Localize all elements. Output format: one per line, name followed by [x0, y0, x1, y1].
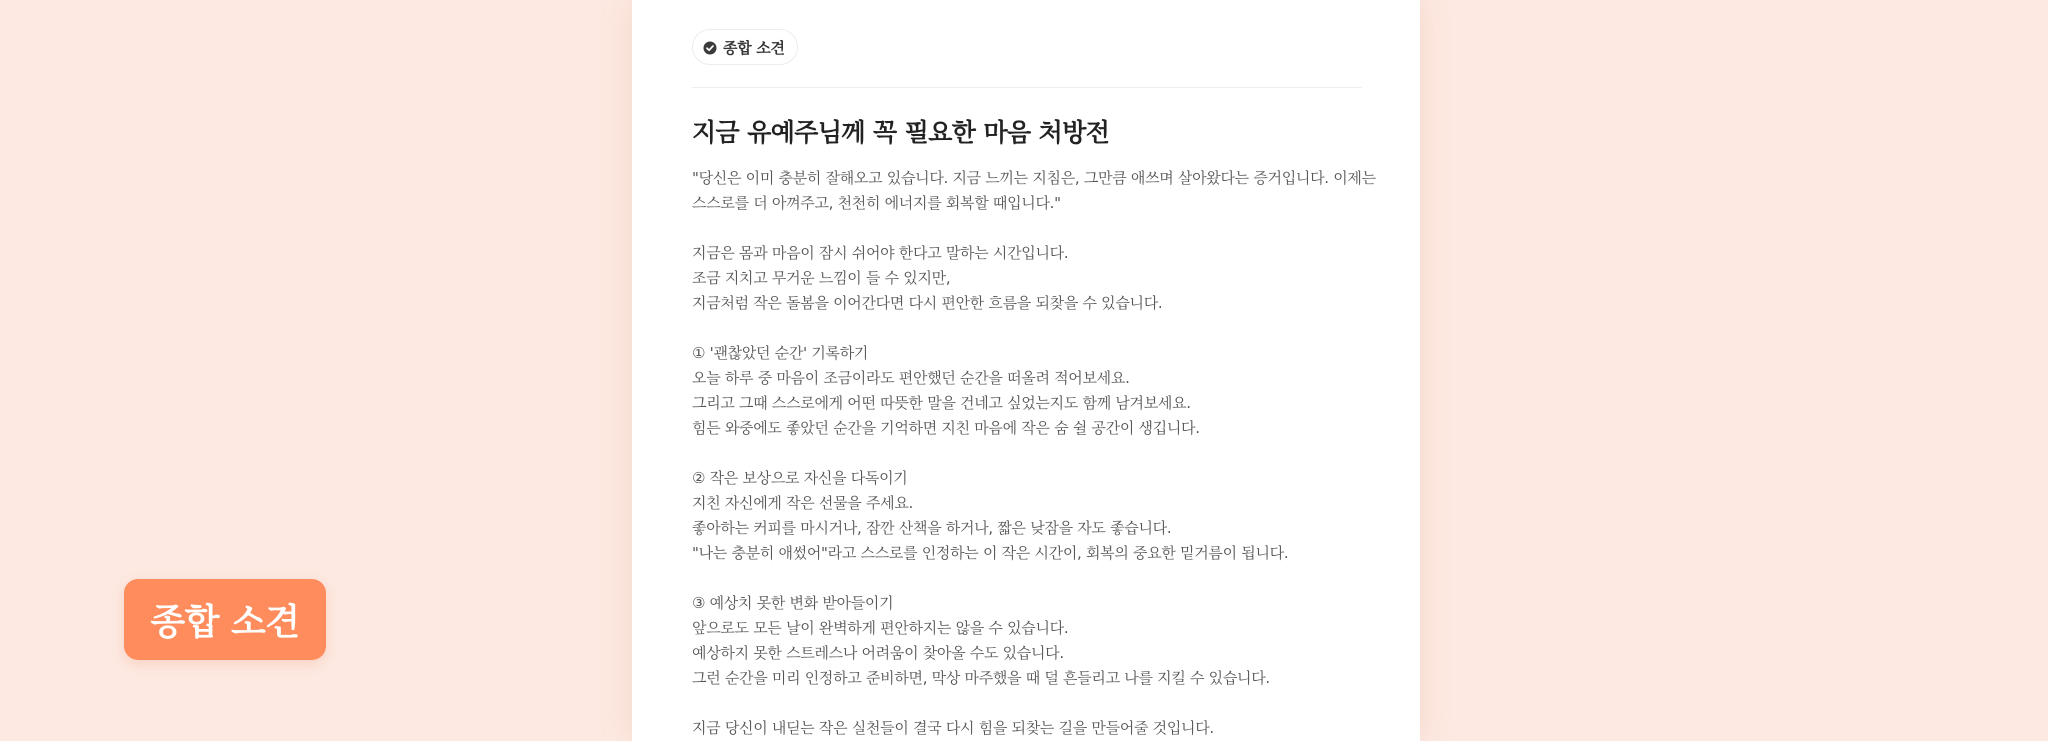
blank-line — [692, 691, 1372, 716]
summary-badge-label: 종합 소견 — [723, 38, 785, 57]
body-line: 그리고 그때 스스로에게 어떤 따뜻한 말을 건네고 싶었는지도 함께 남겨보세요. — [692, 394, 1191, 412]
prescription-body — [692, 166, 1376, 741]
blank-line — [692, 441, 1372, 466]
body-line: 앞으로도 모든 날이 완벽하게 편안하지는 않을 수 있습니다. — [692, 619, 1069, 637]
body-line: 예상하지 못한 스트레스나 어려움이 찾아올 수도 있습니다. — [692, 644, 1064, 662]
body-line: 그런 순간을 미리 인정하고 준비하면, 막상 마주했을 때 덜 흔들리고 나를 지킬 수 있습니다. — [692, 669, 1270, 687]
body-line: 좋아하는 커피를 마시거나, 잠깐 산책을 하거나, 짧은 낮잠을 자도 좋습니다. — [692, 519, 1172, 537]
body-line: 지금은 몸과 마음이 잠시 쉬어야 한다고 말하는 시간입니다. — [692, 244, 1069, 262]
floating-summary-badge — [124, 579, 326, 660]
report-card — [632, 0, 1420, 741]
blank-line — [692, 316, 1372, 341]
body-line: ② 작은 보상으로 자신을 다독이기 — [692, 469, 908, 487]
check-circle-icon — [703, 40, 717, 54]
floating-summary-label: 종합 소견 — [150, 602, 300, 643]
body-line: 지금 당신이 내딛는 작은 실천들이 결국 다시 힘을 되찾는 길을 만들어줄 것입니다. — [692, 719, 1214, 737]
body-line: 조금 지치고 무거운 느낌이 들 수 있지만, — [692, 269, 951, 287]
body-line: 스스로를 더 아껴주고, 천천히 에너지를 회복할 때입니다." — [692, 194, 1061, 212]
body-line: 힘든 와중에도 좋았던 순간을 기억하면 지친 마음에 작은 숨 쉴 공간이 생깁니다. — [692, 419, 1200, 437]
divider — [692, 87, 1362, 88]
blank-line — [692, 566, 1372, 591]
body-line: ① '괜찮았던 순간' 기록하기 — [692, 344, 869, 362]
body-line: ③ 예상치 못한 변화 받아들이기 — [692, 594, 894, 612]
blank-line — [692, 216, 1372, 241]
page-title: 지금 유예주님께 꼭 필요한 마음 처방전 — [692, 118, 1110, 147]
body-line: "나는 충분히 애썼어"라고 스스로를 인정하는 이 작은 시간이, 회복의 중요한 밑거름이 됩니다. — [692, 544, 1289, 562]
body-line: 지금처럼 작은 돌봄을 이어간다면 다시 편안한 흐름을 되찾을 수 있습니다. — [692, 294, 1163, 312]
summary-badge — [692, 29, 798, 65]
body-line: 오늘 하루 중 마음이 조금이라도 편안했던 순간을 떠올려 적어보세요. — [692, 369, 1130, 387]
body-line: 지친 자신에게 작은 선물을 주세요. — [692, 494, 914, 512]
body-line: "당신은 이미 충분히 잘해오고 있습니다. 지금 느끼는 지침은, 그만큼 애쓰며 살아왔다는 증거입니다. 이제는 — [692, 169, 1376, 187]
